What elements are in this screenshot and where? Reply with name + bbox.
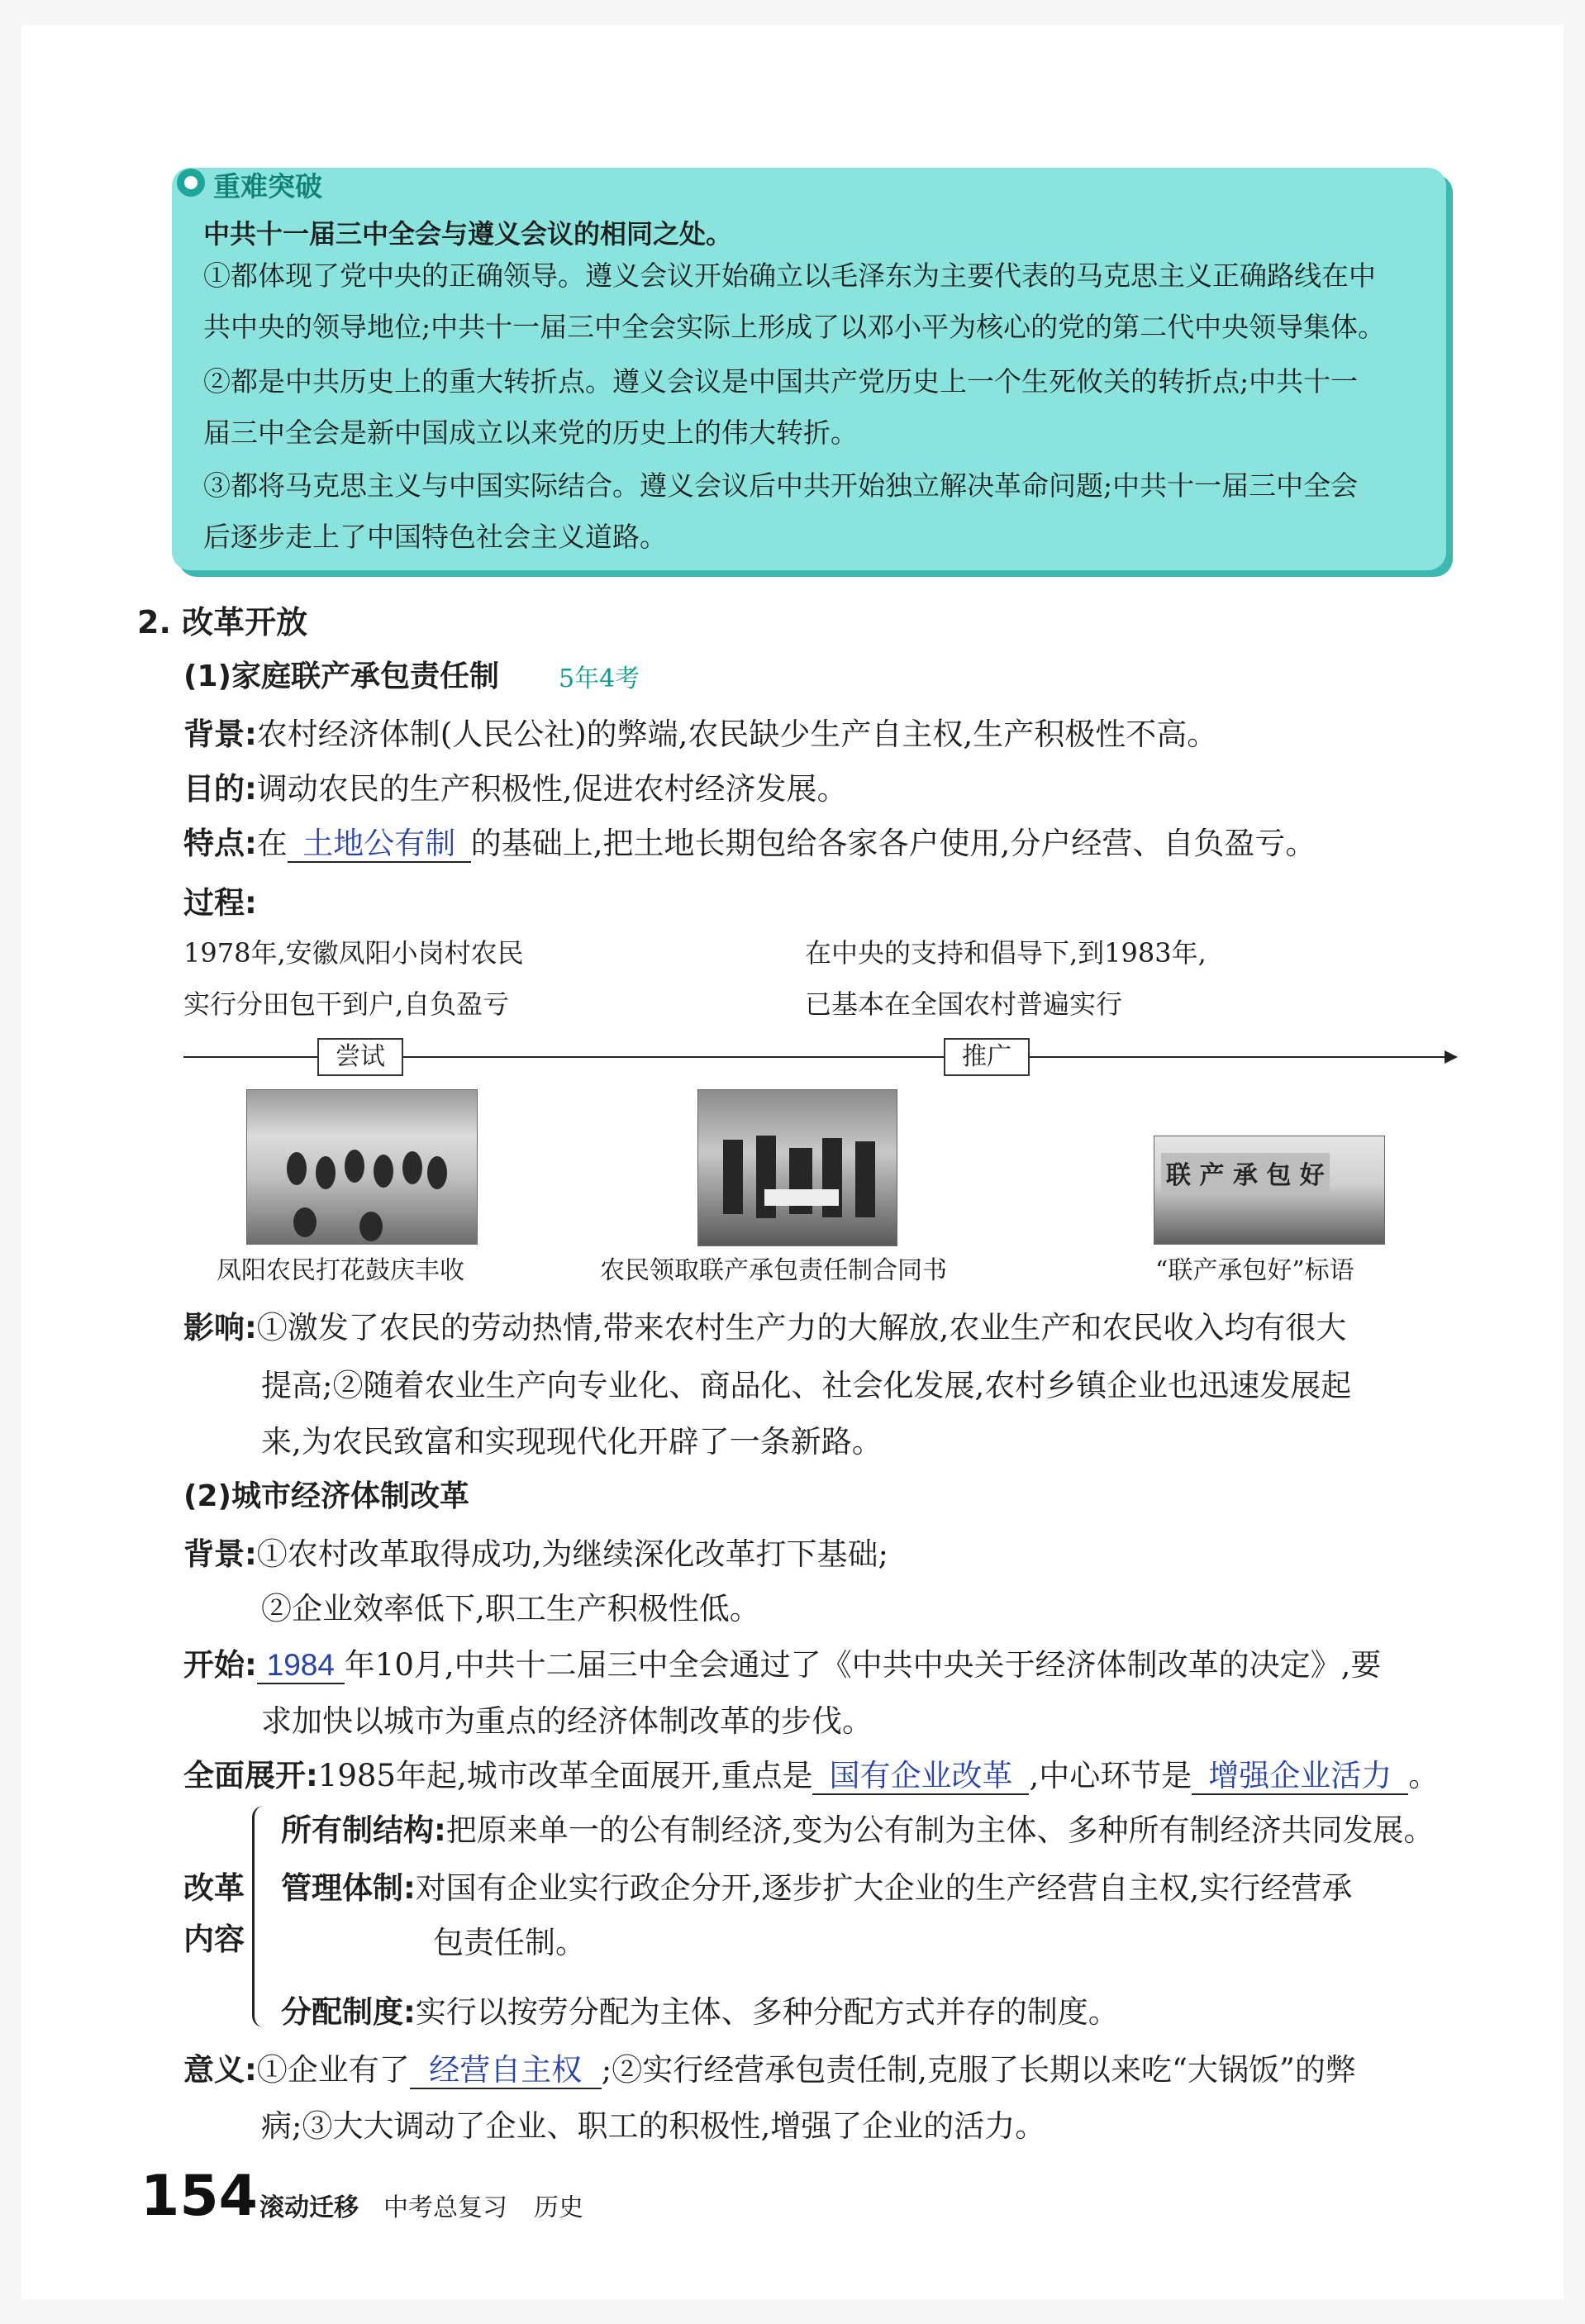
- start-label: 开始:: [183, 1647, 257, 1683]
- background-text: ①农村改革取得成功,为继续深化改革打下基础;: [256, 1536, 889, 1572]
- urban-background-row: [183, 1529, 888, 1574]
- full-rollout-row: [183, 1750, 1439, 1795]
- management-text: 对国有企业实行政企分开,逐步扩大企业的生产经营自主权,实行经营承: [415, 1870, 1353, 1906]
- ownership-text: 把原来单一的公有制经济,变为公有制为主体、多种所有制经济共同发展。: [445, 1812, 1435, 1848]
- timeline-left-text: 实行分田包干到户,自负盈亏: [183, 988, 510, 1020]
- significance-row: [183, 2045, 1356, 2089]
- ownership-label: 所有制结构:: [281, 1812, 446, 1848]
- timeline-right-text: 在中央的支持和倡导下,到1983年,: [805, 937, 1207, 969]
- background-text: ②企业效率低下,职工生产积极性低。: [261, 1591, 760, 1626]
- book-name: 中考总复习: [383, 2193, 507, 2222]
- subsection-title: (1)家庭联产承包责任制: [183, 660, 499, 693]
- key-difficulty-line: ②都是中共历史上的重大转折点。遵义会议是中国共产党历史上一个生死攸关的转折点;中共十一: [203, 365, 1359, 398]
- key-difficulty-line: ③都将马克思主义与中国实际结合。遵义会议后中共开始独立解决革命问题;中共十一届三中全会: [203, 469, 1359, 502]
- subject-name: 历史: [534, 2193, 583, 2222]
- start-row: [183, 1640, 1381, 1684]
- key-difficulty-icon: [177, 169, 205, 197]
- timeline-arrow-icon: [1445, 1050, 1458, 1064]
- photo-caption: 农民领取联产承包责任制合同书: [600, 1256, 947, 1285]
- ownership-row: [281, 1805, 1435, 1850]
- photo-caption: “联产承包好”标语: [1155, 1256, 1354, 1285]
- full-rollout-text: 。: [1408, 1758, 1440, 1793]
- photo-figures: [698, 1090, 897, 1245]
- timeline-left-text: 1978年,安徽凤阳小岗村农民: [183, 937, 524, 969]
- distribution-row: [281, 1987, 1119, 2031]
- impact-row: [183, 1302, 1346, 1347]
- feature-post: 的基础上,把土地长期包给各家各户使用,分户经营、自负盈亏。: [470, 826, 1316, 861]
- impact-text: ①激发了农民的劳动热情,带来农村生产力的大解放,农业生产和农民收入均有很大: [256, 1310, 1347, 1345]
- background-label: 背景:: [183, 1536, 257, 1572]
- impact-text: 提高;②随着农业生产向专业化、商品化、社会化发展,农村乡镇企业也迅速发展起: [261, 1368, 1352, 1403]
- exam-frequency-tag: 5年4考: [559, 664, 640, 693]
- key-difficulty-line: ①都体现了党中央的正确领导。遵义会议开始确立以毛泽东为主要代表的马克思主义正确路线在中: [203, 260, 1376, 292]
- reform-content-label: 改革: [183, 1870, 245, 1906]
- answer-blank: 土地公有制: [288, 827, 471, 863]
- subsection-title: (2)城市经济体制改革: [183, 1479, 469, 1513]
- page-number: 154: [140, 2164, 258, 2229]
- feature-pre: 在: [256, 826, 288, 861]
- start-text: 求加快以城市为重点的经济体制改革的步伐。: [261, 1703, 873, 1739]
- timeline-stage-promotion: 推广: [944, 1038, 1030, 1076]
- background-text: 农村经济体制(人民公社)的弊端,农民缺少生产自主权,生产积极性不高。: [256, 717, 1218, 752]
- key-difficulty-heading: 重难突破: [213, 170, 322, 202]
- answer-blank: 1984: [257, 1649, 345, 1684]
- process-label: 过程:: [183, 885, 257, 921]
- full-rollout-label: 全面展开:: [183, 1758, 318, 1793]
- start-text: 年10月,中共十二届三中全会通过了《中共中央关于经济体制改革的决定》,要: [344, 1647, 1382, 1683]
- significance-text: ;②实行经营承包责任制,克服了长期以来吃“大锅饭”的弊: [601, 2052, 1356, 2088]
- purpose-text: 调动农民的生产积极性,促进农村经济发展。: [256, 771, 848, 807]
- photo-fengyang-drum-festival: [246, 1089, 478, 1245]
- timeline-stage-trial: 尝试: [317, 1038, 403, 1076]
- timeline-right-text: 已基本在全国农村普遍实行: [805, 988, 1123, 1020]
- background-row: [183, 709, 1217, 754]
- answer-blank: 国有企业改革: [812, 1760, 1029, 1795]
- impact-text: 来,为农民致富和实现现代化开辟了一条新路。: [261, 1424, 883, 1460]
- answer-blank: 增强企业活力: [1192, 1760, 1408, 1795]
- series-name: 滚动迁移: [259, 2193, 359, 2222]
- feature-label: 特点:: [183, 826, 257, 861]
- distribution-text: 实行以按劳分配为主体、多种分配方式并存的制度。: [415, 1994, 1119, 2030]
- key-difficulty-line: 共中央的领导地位;中共十一届三中全会实际上形成了以邓小平为核心的党的第二代中央领导集体。: [203, 311, 1386, 343]
- purpose-label: 目的:: [183, 771, 257, 807]
- purpose-row: [183, 764, 848, 808]
- photo-caption: 凤阳农民打花鼓庆丰收: [217, 1256, 464, 1285]
- brace-icon: [252, 1806, 271, 2027]
- impact-label: 影响:: [183, 1310, 257, 1345]
- reform-content-label: 内容: [183, 1922, 245, 1957]
- photo-receiving-contracts: [697, 1089, 897, 1246]
- distribution-label: 分配制度:: [281, 1994, 416, 2030]
- key-difficulty-line: 后逐步走上了中国特色社会主义道路。: [203, 521, 667, 553]
- photo-slogan-sign: [1154, 1136, 1385, 1245]
- photo-figures: [247, 1090, 477, 1244]
- background-label: 背景:: [183, 717, 257, 752]
- management-label: 管理体制:: [281, 1870, 416, 1906]
- full-rollout-text: 1985年起,城市改革全面展开,重点是: [317, 1758, 813, 1793]
- feature-row: [183, 818, 1316, 863]
- significance-label: 意义:: [183, 2052, 257, 2088]
- section-title: 2. 改革开放: [137, 604, 308, 641]
- significance-text: ①企业有了: [256, 2052, 410, 2088]
- management-text: 包责任制。: [433, 1925, 586, 1960]
- management-row: [281, 1863, 1352, 1907]
- slogan-sign-text: 联 产 承 包 好: [1161, 1153, 1330, 1193]
- key-difficulty-title: 中共十一届三中全会与遵义会议的相同之处。: [203, 218, 733, 250]
- full-rollout-text: ,中心环节是: [1029, 1758, 1192, 1793]
- significance-text: 病;③大大调动了企业、职工的积极性,增强了企业的活力。: [261, 2108, 1046, 2144]
- answer-blank: 经营自主权: [410, 2054, 602, 2089]
- key-difficulty-line: 届三中全会是新中国成立以来党的历史上的伟大转折。: [203, 417, 858, 449]
